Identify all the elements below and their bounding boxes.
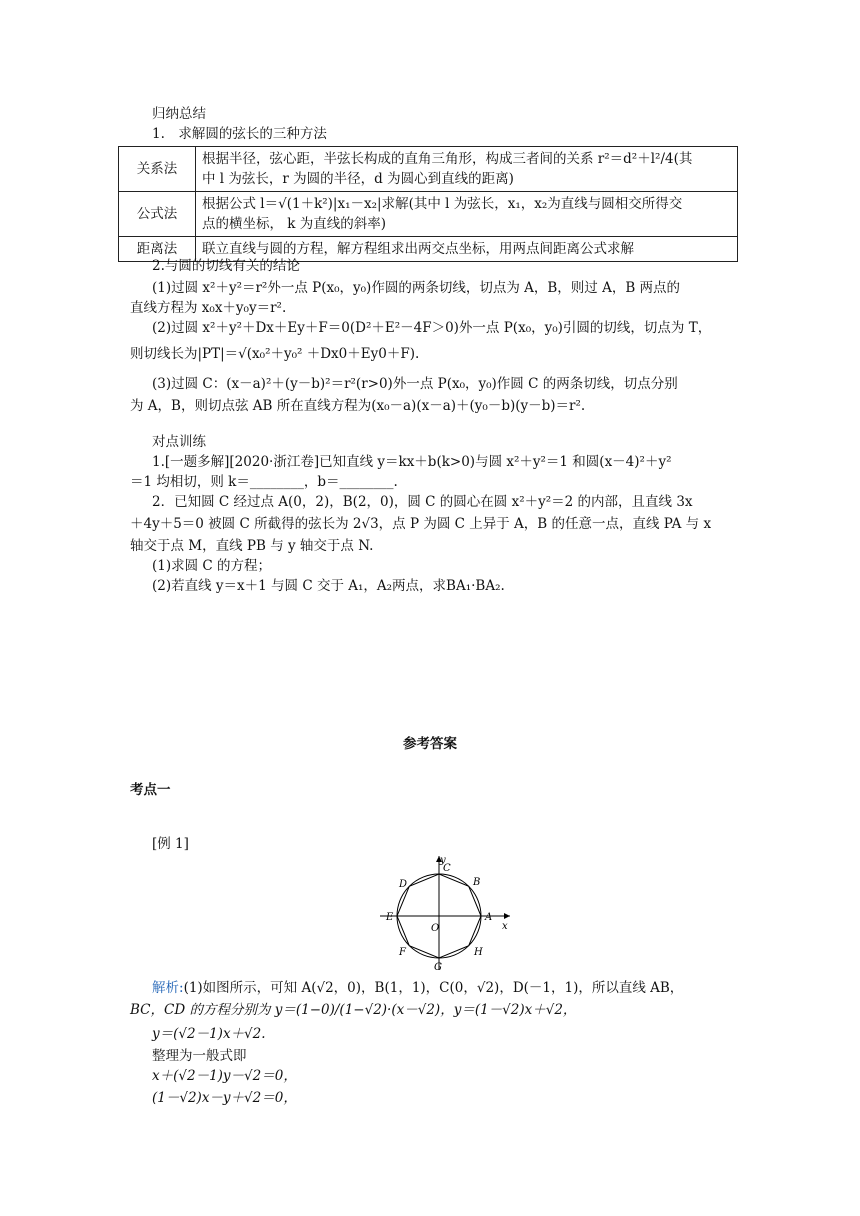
practice-2: 2．已知圆 C 经过点 A(0，2)，B(2，0)，圆 C 的圆心在圆 x²＋y²＝2 的内部，且直线 3x [152,494,693,510]
point-label-c: C [443,863,451,874]
section2-title: 2.与圆的切线有关的结论 [152,258,300,274]
method-desc [196,192,738,237]
conclusion-2-cont: 则切线长为|PT|＝√(x₀²＋y₀² ＋Dx0＋Ey0＋F). [130,346,420,362]
section1-title: 1. 求解圆的弦长的三种方法 [152,126,327,142]
solution-line-2: BC，CD 的方程分别为 y＝(1−0)/(1−√2)·(x－√2)，y＝(1－√2)x＋√2， [130,1002,577,1018]
method-desc [196,147,738,192]
origin-label: O [431,923,440,934]
point-label-a: A [485,912,493,923]
conclusion-3-cont: 为 A，B，则切点弦 AB 所在直线方程为(x₀－a)(x－a)＋(y₀－b)(y－b)＝r². [130,398,586,414]
method-name: 关系法 [119,147,196,192]
method-desc-line: 根据半径，弦心距，半弦长构成的直角三角形，构成三者间的关系 r²＝d²＋l²/4(其 [202,151,693,167]
example-label: [例 1] [152,836,189,852]
practice-2-cont: ＋4y＋5＝0 被圆 C 所截得的弦长为 2√3，点 P 为圆 C 上异于 A，B 的任意一点，直线 PA 与 x [130,516,712,532]
practice-heading: 对点训练 [152,434,206,450]
chord-methods-table [118,146,738,262]
answers-title: 参考答案 [403,736,457,752]
conclusion-1: (1)过圆 x²＋y²＝r²外一点 P(x₀，y₀)作圆的两条切线，切点为 A，B，则过 A，B 两点的 [152,280,681,296]
x-axis-arrow-icon [504,913,510,919]
practice-1: 1.[一题多解][2020·浙江卷]已知直线 y＝kx＋b(k>0)与圆 x²＋y²＝1 和圆(x－4)²＋y² [152,454,672,470]
table-row [119,147,738,192]
point-label-b: B [473,877,481,888]
solution-line-1 [152,978,683,998]
point-label-g: G [434,962,442,973]
point-label-d: D [399,879,408,890]
practice-2-q1: (1)求圆 C 的方程； [152,558,272,574]
method-desc-line: 中 l 为弦长，r 为圆的半径，d 为圆心到直线的距离) [202,171,514,187]
answers-section: 考点一 [130,782,171,798]
practice-1-cont: ＝1 均相切，则 k＝________，b＝________. [130,474,398,490]
practice-2-q2: (2)若直线 y＝x＋1 与圆 C 交于 A₁，A₂两点，求BA₁·BA₂. [152,578,505,594]
solution-line-3: y＝(√2－1)x＋√2. [152,1026,266,1042]
method-name: 公式法 [119,192,196,237]
method-name: 距离法 [119,237,196,262]
conclusion-1-cont: 直线方程为 x₀x＋y₀y＝r². [130,300,287,316]
y-axis-label: y [440,855,446,866]
point-label-f: F [399,947,406,958]
method-desc-line: 联立直线与圆的方程，解方程组求出两交点坐标，用两点间距离公式求解 [202,241,634,257]
jiexi-label: 解析: [152,980,184,996]
method-desc-line: 根据公式 l＝√(1＋k²)|x₁－x₂|求解(其中 l 为弦长，x₁，x₂为直线与圆相交所得交 [202,196,683,212]
x-axis-label: x [502,921,508,932]
solution-line-6: (1－√2)x－y＋√2＝0， [152,1090,297,1106]
method-desc-line: 点的横坐标， k 为直线的斜率) [202,216,387,232]
solution-line-5: x＋(√2－1)y－√2＝0， [152,1068,297,1084]
point-label-h: H [474,947,483,958]
practice-2-cont2: 轴交于点 M，直线 PB 与 y 轴交于点 N. [130,538,374,554]
conclusion-3: (3)过圆 C：(x－a)²＋(y－b)²＝r²(r>0)外一点 P(x₀，y₀)作圆 C 的两条切线，切点分别 [152,376,678,392]
summary-heading: 归纳总结 [152,106,206,122]
conclusion-2: (2)过圆 x²＋y²＋Dx＋Ey＋F＝0(D²＋E²－4F＞0)外一点 P(x₀，y₀)引圆的切线，切点为 T， [152,320,712,336]
solution-text: (1)如图所示，可知 A(√2，0)，B(1，1)，C(0，√2)，D(－1，1)，所以直线 AB， [183,980,684,996]
point-label-e: E [386,912,394,923]
solution-line-4: 整理为一般式即 [152,1048,247,1064]
table-row [119,192,738,237]
octagon-figure [376,852,516,974]
